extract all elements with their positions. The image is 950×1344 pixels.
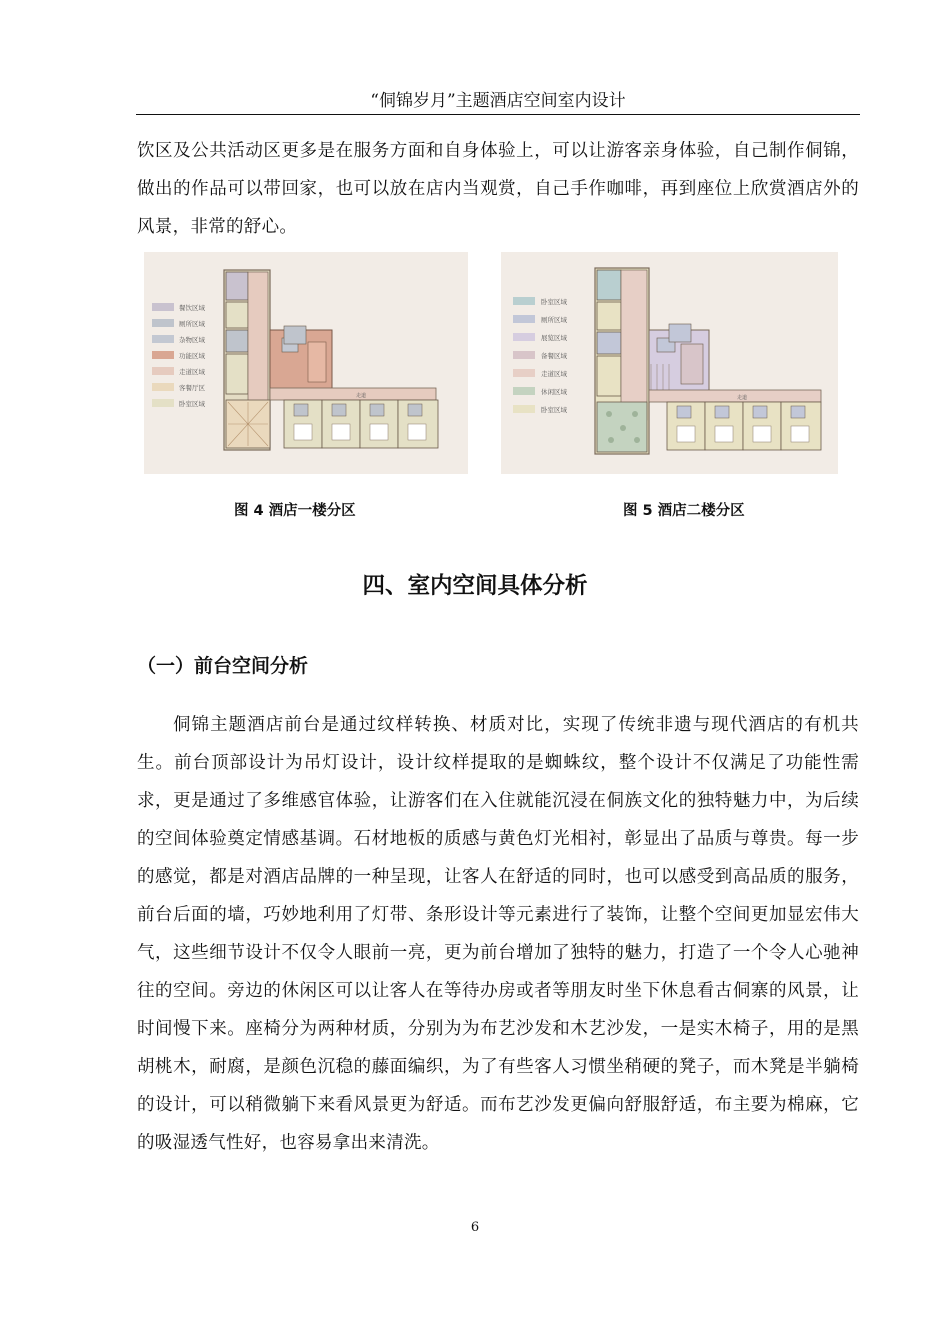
figure-second-floor-plan	[501, 252, 838, 474]
plan-corridor-label: 走道	[737, 395, 748, 401]
header-rule	[136, 114, 860, 115]
legend-label: 厕所区域	[179, 320, 205, 328]
plan-corridor-label: 走道	[356, 393, 367, 399]
page-number: 6	[470, 1220, 480, 1235]
legend-label: 功能区域	[179, 352, 205, 360]
intro-paragraph: 饮区及公共活动区更多是在服务方面和自身体验上，可以让游客亲身体验，自己制作侗锦，做出的作品可以带回家，也可以放在店内当观赏，自己手作咖啡，再到座位上欣赏酒店外的风景，非常的舒心。	[137, 141, 859, 237]
legend-swatch	[152, 351, 174, 359]
legend-swatch	[152, 383, 174, 391]
legend-label: 卧室区域	[179, 400, 205, 408]
front-desk-paragraph: 侗锦主题酒店前台是通过纹样转换、材质对比，实现了传统非遗与现代酒店的有机共生。前台顶部设计为吊灯设计，设计纹样提取的是蜘蛛纹，整个设计不仅满足了功能性需求，更是通过了多维感官体验，让游客们在入住就能沉浸在侗族文化的独特魅力中，为后续的空间体验奠定情感基调。石材地板的质感与黄色灯光相衬，彰显出了品质与尊贵。每一步的感觉，都是对酒店品牌的一种呈现，让客人在舒适的同时，也可以感受到高品质的服务，前台后面的墙，巧妙地利用了灯带、条形设计等元素进行了装饰，让整个空间更加显宏伟大气，这些细节设计不仅令人眼前一亮，更为前台增加了独特的魅力，打造了一个令人心驰神往的空间。旁边的休闲区可以让客人在等待办房或者等朋友时坐下休息看古侗寨的风景，让时间慢下来。座椅分为两种材质，分别为为布艺沙发和木艺沙发，一是实木椅子，用的是黑胡桃木，耐腐，是颜色沉稳的藤面编织，为了有些客人习惯坐稍硬的凳子，而木凳是半躺椅的设计，可以稍微躺下来看风景更为舒适。而布艺沙发更偏向舒服舒适，布主要为棉麻，它的吸湿透气性好，也容易拿出来清洗。	[137, 715, 859, 1153]
legend-swatch	[513, 351, 535, 359]
legend-swatch	[513, 387, 535, 395]
figure-4-caption: 图 4 酒店一楼分区	[234, 503, 356, 519]
legend-label: 卧室区域	[541, 406, 567, 414]
legend-swatch	[513, 315, 535, 323]
legend-label: 餐饮区域	[179, 304, 205, 312]
legend-label: 客餐厅区	[179, 384, 205, 392]
legend-swatch	[152, 303, 174, 311]
legend-label: 走道区域	[179, 368, 205, 376]
section-heading: 四、室内空间具体分析	[362, 573, 588, 599]
legend-label: 备餐区域	[541, 352, 567, 360]
legend-label: 杂物区域	[179, 336, 205, 344]
legend-swatch	[152, 319, 174, 327]
running-header: “侗锦岁月”主题酒店空间室内设计	[370, 91, 626, 111]
legend-swatch	[513, 405, 535, 413]
subsection-heading: （一）前台空间分析	[137, 655, 309, 677]
second-floor-plan-drawing	[501, 252, 838, 474]
legend-swatch	[513, 369, 535, 377]
legend-label: 展览区域	[541, 334, 567, 342]
legend-label: 走道区域	[541, 370, 567, 378]
legend-swatch	[152, 367, 174, 375]
legend-swatch	[513, 333, 535, 341]
legend-swatch	[513, 297, 535, 305]
legend-label: 厕所区域	[541, 316, 567, 324]
legend-swatch	[152, 335, 174, 343]
legend-swatch	[152, 399, 174, 407]
figure-first-floor-plan	[144, 252, 468, 474]
legend-label: 休闲区域	[541, 388, 567, 396]
first-floor-plan-drawing	[144, 252, 468, 474]
figure-5-caption: 图 5 酒店二楼分区	[623, 503, 745, 519]
legend-label: 卧室区域	[541, 298, 567, 306]
